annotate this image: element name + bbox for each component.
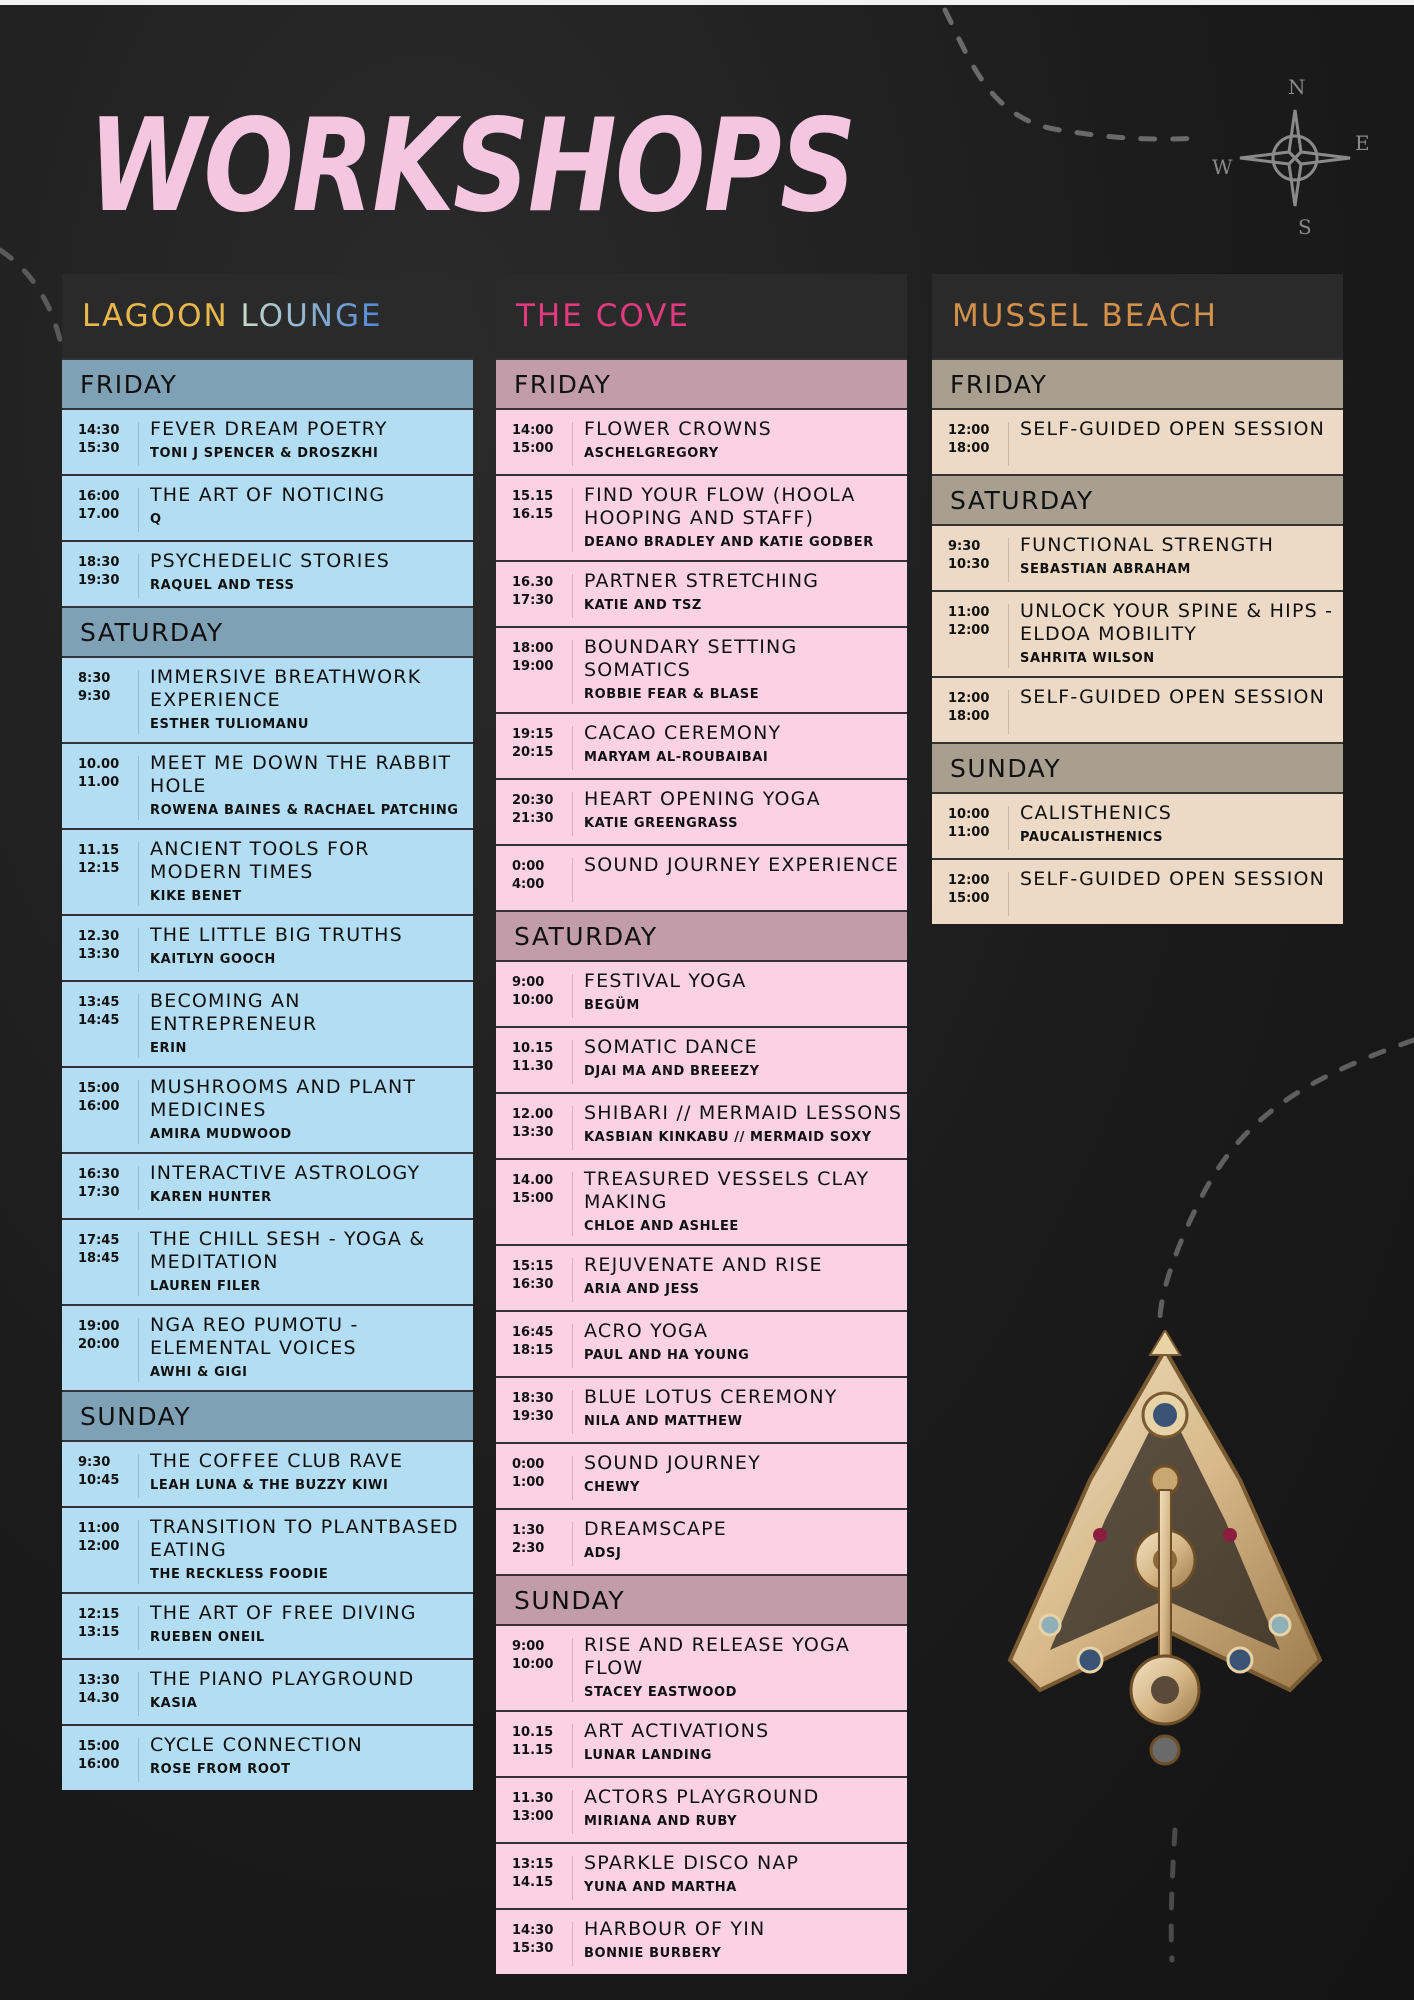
session-name: THE CHILL SESH - YOGA & MEDITATION xyxy=(150,1228,426,1273)
session-name: SHIBARI // MERMAID LESSONS xyxy=(584,1102,903,1124)
session-name: SELF-GUIDED OPEN SESSION xyxy=(1020,868,1326,890)
venue-header: MUSSEL BEACH xyxy=(932,274,1343,358)
session-host: LUNAR LANDING xyxy=(584,1748,713,1763)
session-row xyxy=(62,980,473,1066)
session-host: KAITLYN GOOCH xyxy=(150,952,276,967)
session-time: 19:00 20:00 xyxy=(78,1318,139,1382)
session-name: BLUE LOTUS CEREMONY xyxy=(584,1386,838,1408)
session-row xyxy=(932,408,1343,474)
session-name: SOUND JOURNEY EXPERIENCE xyxy=(584,854,899,876)
session-host: KIKE BENET xyxy=(150,889,242,904)
session-time: 9:00 10:00 xyxy=(512,974,573,1018)
session-row xyxy=(496,1842,907,1908)
session-row xyxy=(62,1658,473,1724)
session-time: 0:00 1:00 xyxy=(512,1456,573,1500)
session-row xyxy=(62,408,473,474)
session-row xyxy=(496,778,907,844)
session-time: 16:45 18:15 xyxy=(512,1324,573,1368)
session-row xyxy=(932,792,1343,858)
session-time: 1:30 2:30 xyxy=(512,1522,573,1566)
session-row xyxy=(62,474,473,540)
session-host: PAUCALISTHENICS xyxy=(1020,830,1164,845)
session-row xyxy=(62,1506,473,1592)
session-name: THE PIANO PLAYGROUND xyxy=(150,1668,415,1690)
session-name: UNLOCK YOUR SPINE & HIPS - ELDOA MOBILITY xyxy=(1020,600,1334,645)
day-header-friday: FRIDAY xyxy=(62,358,473,408)
compass-w-label: W xyxy=(1212,155,1233,179)
session-host: PAUL AND HA YOUNG xyxy=(584,1348,750,1363)
session-name: SOUND JOURNEY xyxy=(584,1452,761,1474)
session-time: 10:00 11:00 xyxy=(948,806,1009,850)
session-time: 9:00 10:00 xyxy=(512,1638,573,1702)
session-name: ACTORS PLAYGROUND xyxy=(584,1786,820,1808)
session-row xyxy=(496,960,907,1026)
session-time: 11.30 13:00 xyxy=(512,1790,573,1834)
venue-column-mussel-beach xyxy=(932,274,1343,924)
session-row xyxy=(496,560,907,626)
day-header-saturday: SATURDAY xyxy=(62,606,473,656)
session-name: TRANSITION TO PLANTBASED EATING xyxy=(150,1516,459,1561)
session-host: KASBIAN KINKABU // MERMAID SOXY xyxy=(584,1130,872,1145)
session-time: 14.00 15:00 xyxy=(512,1172,573,1236)
session-name: THE LITTLE BIG TRUTHS xyxy=(150,924,403,946)
session-name: FIND YOUR FLOW (HOOLA HOOPING AND STAFF) xyxy=(584,484,856,529)
session-host: KASIA xyxy=(150,1696,198,1711)
session-time: 12:00 15:00 xyxy=(948,872,1009,916)
session-host: BEGÜM xyxy=(584,998,640,1013)
session-host: ASCHELGREGORY xyxy=(584,446,719,461)
session-row xyxy=(496,408,907,474)
session-time: 11:00 12:00 xyxy=(948,604,1009,668)
session-name: IMMERSIVE BREATHWORK EXPERIENCE xyxy=(150,666,422,711)
session-host: ROSE FROM ROOT xyxy=(150,1762,291,1777)
session-time: 15:00 16:00 xyxy=(78,1738,139,1782)
session-name: BOUNDARY SETTING SOMATICS xyxy=(584,636,798,681)
session-time: 8:30 9:30 xyxy=(78,670,139,734)
session-host: ERIN xyxy=(150,1041,188,1056)
session-row xyxy=(496,1092,907,1158)
session-host: NILA AND MATTHEW xyxy=(584,1414,743,1429)
compass-n-label: N xyxy=(1288,75,1306,99)
session-host: Q xyxy=(150,512,162,527)
day-header-sunday: SUNDAY xyxy=(62,1390,473,1440)
session-host: ESTHER TULIOMANU xyxy=(150,717,310,732)
session-name: CALISTHENICS xyxy=(1020,802,1172,824)
session-host: RAQUEL AND TESS xyxy=(150,578,295,593)
session-host: ADSJ xyxy=(584,1546,622,1561)
page-title: WORKSHOPS xyxy=(88,92,855,241)
session-time: 20:30 21:30 xyxy=(512,792,573,836)
session-time: 10.15 11.15 xyxy=(512,1724,573,1768)
session-time: 10.15 11.30 xyxy=(512,1040,573,1084)
session-time: 15:15 16:30 xyxy=(512,1258,573,1302)
session-host: LEAH LUNA & THE BUZZY KIWI xyxy=(150,1478,389,1493)
session-time: 13:15 14.15 xyxy=(512,1856,573,1900)
session-time: 12:00 18:00 xyxy=(948,422,1009,466)
session-name: DREAMSCAPE xyxy=(584,1518,728,1540)
session-name: TREASURED VESSELS CLAY MAKING xyxy=(584,1168,870,1213)
day-header-sunday: SUNDAY xyxy=(496,1574,907,1624)
session-name: MEET ME DOWN THE RABBIT HOLE xyxy=(150,752,452,797)
session-row xyxy=(62,1440,473,1506)
session-row xyxy=(62,828,473,914)
session-time: 12:00 18:00 xyxy=(948,690,1009,734)
session-name: SELF-GUIDED OPEN SESSION xyxy=(1020,686,1326,708)
session-row xyxy=(62,1724,473,1790)
session-time: 18:30 19:30 xyxy=(78,554,139,598)
session-time: 16:00 17.00 xyxy=(78,488,139,532)
session-name: SELF-GUIDED OPEN SESSION xyxy=(1020,418,1326,440)
session-name: INTERACTIVE ASTROLOGY xyxy=(150,1162,421,1184)
session-name: FEVER DREAM POETRY xyxy=(150,418,388,440)
session-row xyxy=(496,626,907,712)
session-name: PARTNER STRETCHING xyxy=(584,570,820,592)
session-time: 12.00 13:30 xyxy=(512,1106,573,1150)
session-name: CACAO CEREMONY xyxy=(584,722,782,744)
venue-name-space xyxy=(229,298,241,334)
session-row xyxy=(496,1624,907,1710)
session-row xyxy=(496,1026,907,1092)
session-host: AMIRA MUDWOOD xyxy=(150,1127,292,1142)
session-time: 16.30 17:30 xyxy=(512,574,573,618)
session-time: 18:00 19:00 xyxy=(512,640,573,704)
session-host: ROBBIE FEAR & BLASE xyxy=(584,687,760,702)
session-time: 10.00 11.00 xyxy=(78,756,139,820)
session-time: 0:00 4:00 xyxy=(512,858,573,902)
session-time: 9:30 10:30 xyxy=(948,538,1009,582)
session-row xyxy=(496,1508,907,1574)
session-name: ART ACTIVATIONS xyxy=(584,1720,770,1742)
session-name: SPARKLE DISCO NAP xyxy=(584,1852,800,1874)
session-host: THE RECKLESS FOODIE xyxy=(150,1567,329,1582)
session-time: 19:15 20:15 xyxy=(512,726,573,770)
session-row xyxy=(496,1776,907,1842)
session-host: ROWENA BAINES & RACHAEL PATCHING xyxy=(150,803,459,818)
session-name: ANCIENT TOOLS FOR MODERN TIMES xyxy=(150,838,370,883)
session-row xyxy=(496,1244,907,1310)
session-row xyxy=(496,1310,907,1376)
session-time: 13:45 14:45 xyxy=(78,994,139,1058)
session-name: PSYCHEDELIC STORIES xyxy=(150,550,391,572)
session-host: RUEBEN ONEIL xyxy=(150,1630,265,1645)
session-time: 15.15 16.15 xyxy=(512,488,573,552)
session-host: ARIA AND JESS xyxy=(584,1282,700,1297)
session-row xyxy=(62,1218,473,1304)
venue-name-part: LOUNGE xyxy=(240,298,383,334)
session-host: DEANO BRADLEY AND KATIE GODBER xyxy=(584,535,874,550)
day-header-sunday: SUNDAY xyxy=(932,742,1343,792)
session-time: 16:30 17:30 xyxy=(78,1166,139,1210)
session-row xyxy=(62,742,473,828)
session-row xyxy=(496,844,907,910)
session-time: 11:00 12:00 xyxy=(78,1520,139,1584)
compass-e-label: E xyxy=(1355,131,1370,155)
session-row xyxy=(496,1710,907,1776)
session-row xyxy=(932,858,1343,924)
session-name: FUNCTIONAL STRENGTH xyxy=(1020,534,1275,556)
session-time: 17:45 18:45 xyxy=(78,1232,139,1296)
session-time: 14:00 15:00 xyxy=(512,422,573,466)
session-row xyxy=(932,676,1343,742)
session-name: RISE AND RELEASE YOGA FLOW xyxy=(584,1634,851,1679)
session-host: YUNA AND MARTHA xyxy=(584,1880,737,1895)
session-row xyxy=(932,524,1343,590)
session-name: CYCLE CONNECTION xyxy=(150,1734,363,1756)
session-host: KAREN HUNTER xyxy=(150,1190,272,1205)
session-row xyxy=(62,1152,473,1218)
session-row xyxy=(62,540,473,606)
day-header-friday: FRIDAY xyxy=(496,358,907,408)
session-row xyxy=(496,1158,907,1244)
venue-name-part: LAGOON xyxy=(82,298,229,334)
session-name: BECOMING AN ENTREPRENEUR xyxy=(150,990,318,1035)
session-time: 14:30 15:30 xyxy=(512,1922,573,1966)
compass-rose-icon xyxy=(1180,70,1370,240)
session-row xyxy=(62,914,473,980)
session-host: LAUREN FILER xyxy=(150,1279,261,1294)
session-host: DJAI MA AND BREEEZY xyxy=(584,1064,760,1079)
session-host: SAHRITA WILSON xyxy=(1020,651,1155,666)
session-row xyxy=(62,1066,473,1152)
session-host: CHEWY xyxy=(584,1480,641,1495)
compass-s-label: S xyxy=(1298,215,1312,239)
session-host: MIRIANA AND RUBY xyxy=(584,1814,738,1829)
session-host: BONNIE BURBERY xyxy=(584,1946,722,1961)
session-row xyxy=(496,712,907,778)
session-name: SOMATIC DANCE xyxy=(584,1036,758,1058)
session-host: KATIE GREENGRASS xyxy=(584,816,739,831)
session-host: KATIE AND TSZ xyxy=(584,598,702,613)
session-time: 13:30 14.30 xyxy=(78,1672,139,1716)
venue-column-the-cove xyxy=(496,274,907,1974)
session-row xyxy=(62,1304,473,1390)
session-name: NGA REO PUMOTU - ELEMENTAL VOICES xyxy=(150,1314,359,1359)
day-header-friday: FRIDAY xyxy=(932,358,1343,408)
session-host: MARYAM AL-ROUBAIBAI xyxy=(584,750,769,765)
session-row xyxy=(62,1592,473,1658)
venue-column-lagoon-lounge xyxy=(62,274,473,1790)
session-row xyxy=(496,1908,907,1974)
session-time: 15:00 16:00 xyxy=(78,1080,139,1144)
session-name: HARBOUR OF YIN xyxy=(584,1918,766,1940)
session-name: ACRO YOGA xyxy=(584,1320,709,1342)
session-time: 14:30 15:30 xyxy=(78,422,139,466)
session-time: 12.30 13:30 xyxy=(78,928,139,972)
session-host: AWHI & GIGI xyxy=(150,1365,248,1380)
session-row xyxy=(496,1376,907,1442)
session-row xyxy=(496,474,907,560)
session-host: TONI J SPENCER & DROSZKHI xyxy=(150,446,379,461)
session-name: FESTIVAL YOGA xyxy=(584,970,747,992)
session-row xyxy=(62,656,473,742)
session-host: SEBASTIAN ABRAHAM xyxy=(1020,562,1191,577)
day-header-saturday: SATURDAY xyxy=(496,910,907,960)
session-name: FLOWER CROWNS xyxy=(584,418,772,440)
venue-header xyxy=(62,274,473,358)
session-name: REJUVENATE AND RISE xyxy=(584,1254,823,1276)
ornate-compass-ornament-image xyxy=(990,1330,1340,1800)
day-header-saturday: SATURDAY xyxy=(932,474,1343,524)
session-time: 12:15 13:15 xyxy=(78,1606,139,1650)
session-name: MUSHROOMS AND PLANT MEDICINES xyxy=(150,1076,417,1121)
venue-header: THE COVE xyxy=(496,274,907,358)
session-name: THE ART OF NOTICING xyxy=(150,484,386,506)
session-time: 11.15 12:15 xyxy=(78,842,139,906)
session-time: 9:30 10:45 xyxy=(78,1454,139,1498)
session-name: THE ART OF FREE DIVING xyxy=(150,1602,417,1624)
session-row xyxy=(496,1442,907,1508)
session-time: 18:30 19:30 xyxy=(512,1390,573,1434)
session-host: CHLOE AND ASHLEE xyxy=(584,1219,739,1234)
session-row xyxy=(932,590,1343,676)
session-name: THE COFFEE CLUB RAVE xyxy=(150,1450,404,1472)
session-host: STACEY EASTWOOD xyxy=(584,1685,738,1700)
session-name: HEART OPENING YOGA xyxy=(584,788,821,810)
top-border xyxy=(0,0,1414,5)
